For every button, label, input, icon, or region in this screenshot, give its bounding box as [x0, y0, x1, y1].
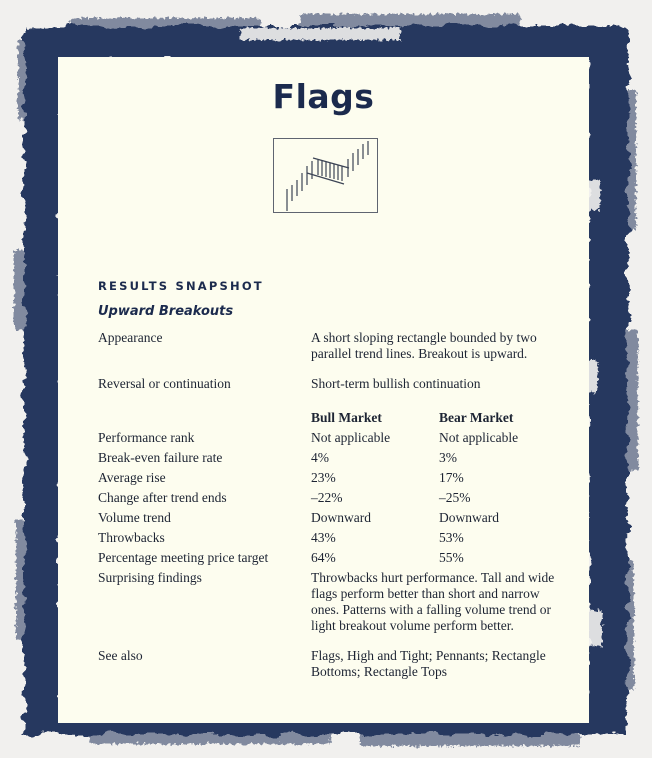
table-row	[98, 430, 568, 450]
flag-pattern-chart-icon	[273, 138, 378, 213]
table-row	[98, 376, 568, 410]
table-row	[98, 330, 568, 376]
row-value-bear: 3%	[439, 450, 457, 465]
table-row	[98, 530, 568, 550]
row-value-bull: –22%	[311, 490, 343, 505]
row-label: Appearance	[98, 330, 163, 345]
row-value-bear: 17%	[439, 470, 464, 485]
table-header-row	[98, 410, 568, 430]
row-label: Performance rank	[98, 430, 195, 445]
row-label: Change after trend ends	[98, 490, 227, 505]
column-header-bull: Bull Market	[311, 410, 382, 425]
results-snapshot-heading: RESULTS SNAPSHOT	[98, 279, 264, 293]
row-value: A short sloping rectangle bounded by two parallel trend lines. Breakout is upward.	[311, 330, 537, 361]
results-snapshot-subheading: Upward Breakouts	[98, 304, 234, 319]
row-label: Volume trend	[98, 510, 171, 525]
row-value-bull: 43%	[311, 530, 336, 545]
row-value-bull: 23%	[311, 470, 336, 485]
pattern-chart-svg	[274, 139, 377, 212]
row-label: Surprising findings	[98, 570, 202, 585]
table-row	[98, 490, 568, 510]
results-table	[98, 330, 568, 690]
row-value: Short-term bullish continuation	[311, 376, 481, 391]
row-label: Throwbacks	[98, 530, 165, 545]
row-value-bear: Not applicable	[439, 430, 519, 445]
row-value-bull: Downward	[311, 510, 371, 525]
page-title: Flags	[272, 77, 375, 116]
column-header-bear: Bear Market	[439, 410, 514, 425]
table-row	[98, 510, 568, 530]
row-value-bull: Not applicable	[311, 430, 391, 445]
row-label: See also	[98, 648, 143, 663]
row-value-bull: 64%	[311, 550, 336, 565]
table-row	[98, 550, 568, 570]
row-label: Break-even failure rate	[98, 450, 223, 465]
table-row	[98, 470, 568, 490]
row-value-bull: 4%	[311, 450, 329, 465]
row-value-bear: 55%	[439, 550, 464, 565]
row-value: Flags, High and Tight; Pennants; Rectangle Bottoms; Rectangle Tops	[311, 648, 546, 679]
row-label: Percentage meeting price target	[98, 550, 269, 565]
row-value-bear: Downward	[439, 510, 499, 525]
row-label: Reversal or continuation	[98, 376, 231, 391]
row-value-bear: –25%	[439, 490, 471, 505]
row-label: Average rise	[98, 470, 166, 485]
table-row	[98, 450, 568, 470]
content-panel	[58, 57, 589, 723]
table-row	[98, 570, 568, 648]
table-row	[98, 648, 568, 690]
row-value: Throwbacks hurt performance. Tall and wide flags perform better than short and narrow ones. Patterns with a falling volume trend or light breakout volume perform better.	[311, 570, 555, 633]
row-label-spacer	[98, 410, 311, 414]
row-value-bear: 53%	[439, 530, 464, 545]
